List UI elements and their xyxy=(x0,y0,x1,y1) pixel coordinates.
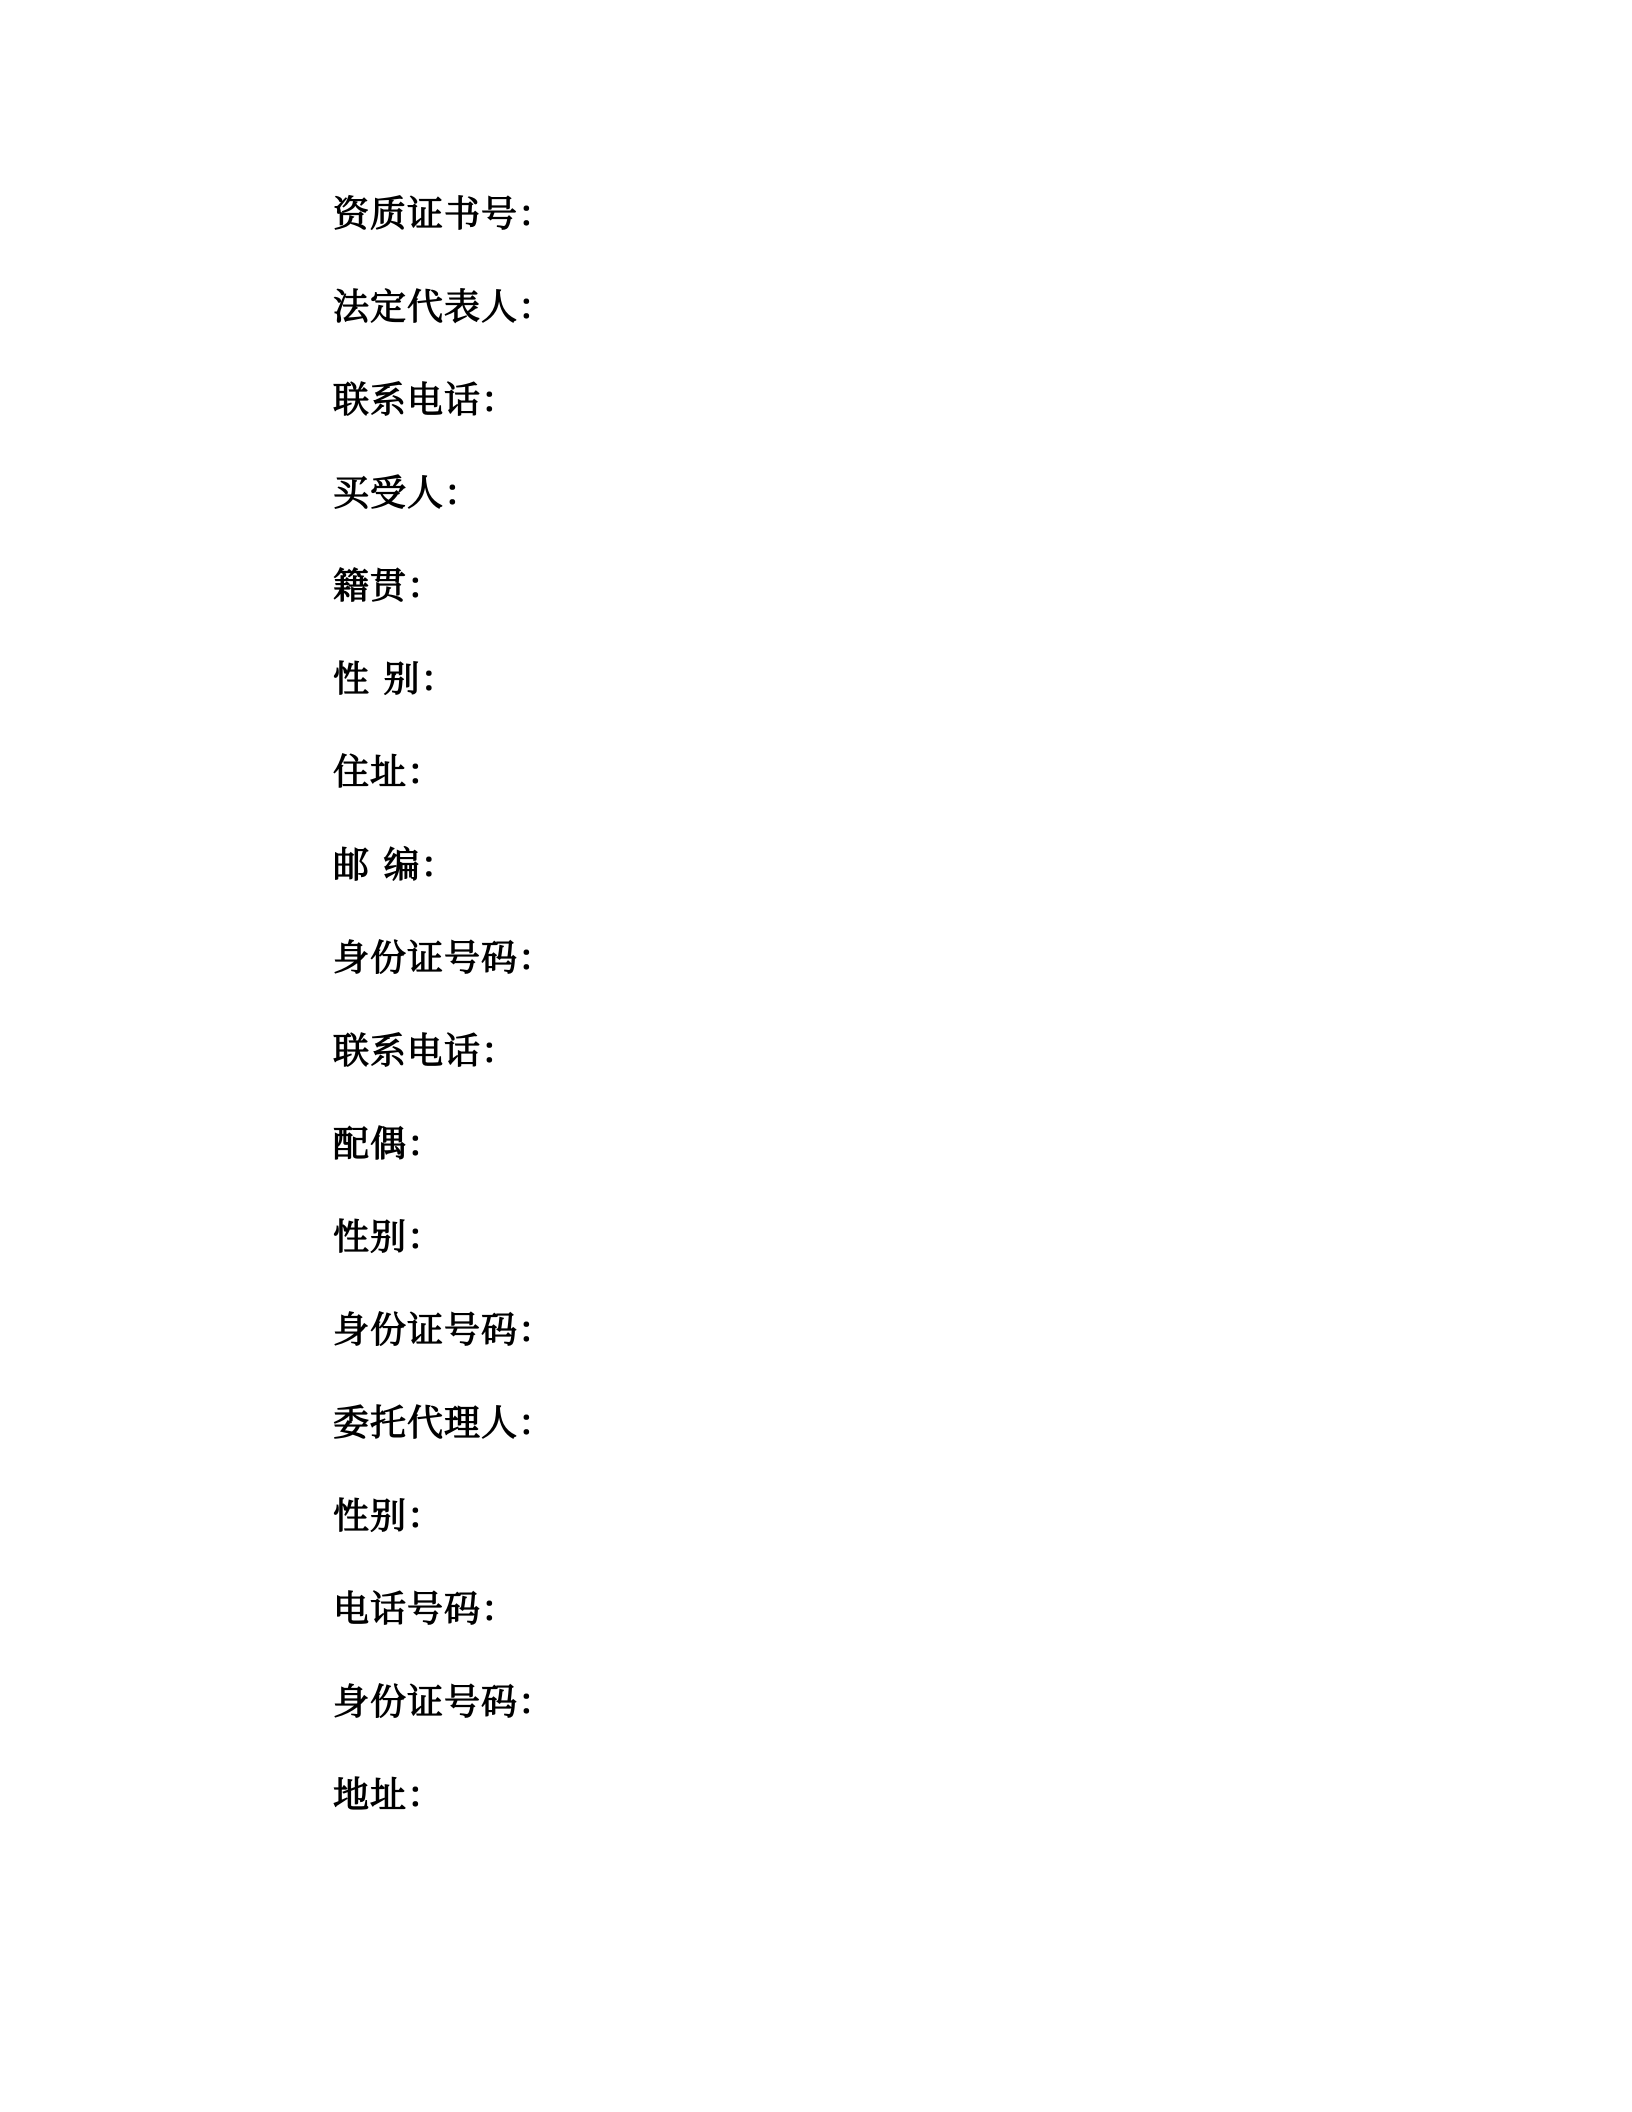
field-residence-address: 住址： xyxy=(333,752,445,793)
field-agent-gender: 性别： xyxy=(333,1496,445,1537)
field-spouse: 配偶： xyxy=(333,1124,445,1165)
field-contact-phone-2: 联系电话： xyxy=(333,1031,519,1072)
field-postal-code: 邮 编： xyxy=(333,845,458,886)
field-qualification-certificate-no: 资质证书号： xyxy=(333,194,556,235)
field-contact-phone: 联系电话： xyxy=(333,380,519,421)
field-native-place: 籍贯： xyxy=(333,566,445,607)
field-id-number: 身份证号码： xyxy=(333,938,556,979)
field-gender: 性 别： xyxy=(333,659,458,700)
field-spouse-id-number: 身份证号码： xyxy=(333,1310,556,1351)
field-buyer: 买受人： xyxy=(333,473,482,514)
field-spouse-gender: 性别： xyxy=(333,1217,445,1258)
field-authorized-agent: 委托代理人： xyxy=(333,1403,556,1444)
field-agent-phone-number: 电话号码： xyxy=(333,1589,519,1630)
form-field-list xyxy=(333,190,555,1864)
field-legal-representative: 法定代表人： xyxy=(333,287,556,328)
field-agent-id-number: 身份证号码： xyxy=(333,1682,556,1723)
field-agent-address: 地址： xyxy=(333,1775,445,1816)
